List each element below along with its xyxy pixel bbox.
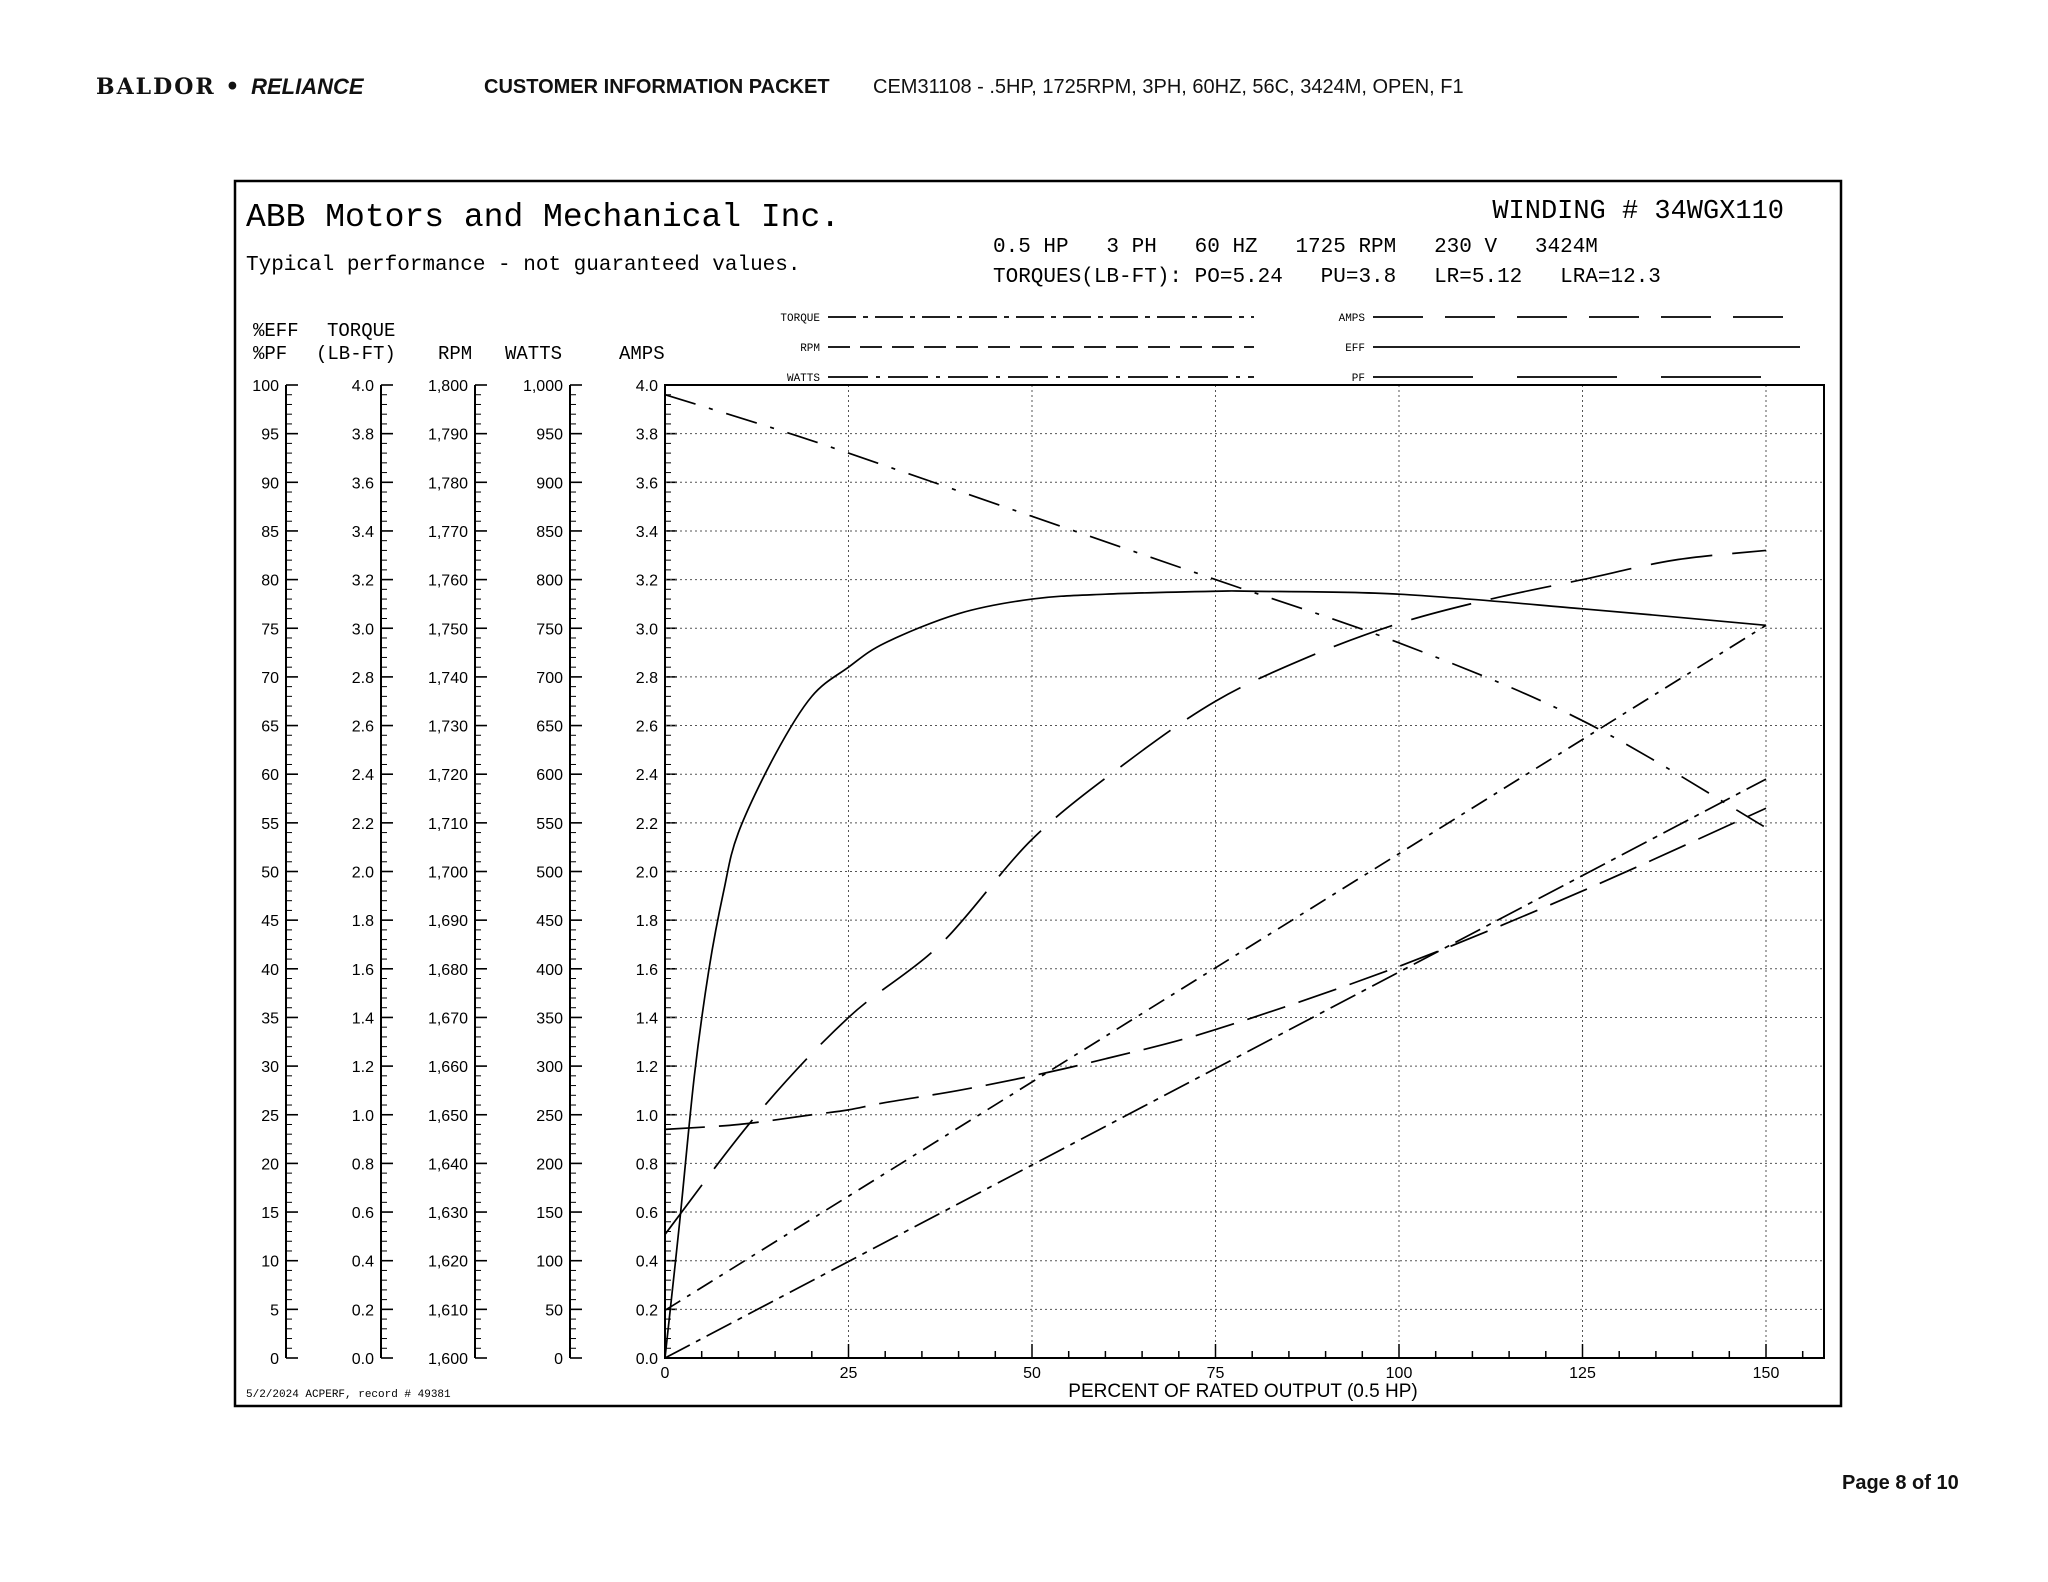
scale-label: 1,770 <box>427 523 468 541</box>
scale-label: 500 <box>536 864 563 882</box>
torque-axis-header: TORQUE <box>327 320 396 342</box>
rpm-axis-header: RPM <box>438 343 473 365</box>
motor-specs: 0.5 HP 3 PH 60 HZ 1725 RPM 230 V 3424M <box>993 236 1598 259</box>
scale-label: 900 <box>536 475 563 493</box>
scale-label: 0.2 <box>351 1302 374 1320</box>
scale-label: 1.6 <box>351 961 374 979</box>
scale-label: 1,750 <box>427 621 468 639</box>
scale-label: 3.0 <box>351 621 374 639</box>
scale-label: 1,630 <box>427 1205 468 1223</box>
scale-label: 0 <box>270 1351 279 1368</box>
scale-amps <box>636 378 677 1368</box>
scale-label: 1.8 <box>351 913 374 931</box>
x-axis-title: PERCENT OF RATED OUTPUT (0.5 HP) <box>1068 1381 1418 1402</box>
scale-label: 150 <box>536 1205 563 1223</box>
plot-grid <box>665 385 1824 1358</box>
scale-label: 800 <box>536 572 563 590</box>
scale-label: 0 <box>554 1351 563 1368</box>
scale-label: 25 <box>261 1107 279 1125</box>
scale-label: 0.8 <box>351 1156 374 1174</box>
torque-specs: TORQUES(LB-FT): PO=5.24 PU=3.8 LR=5.12 LRA=12.3 <box>993 266 1661 289</box>
scale-label: 2.8 <box>635 669 658 687</box>
scale-label: 2.8 <box>351 669 374 687</box>
scale-torque <box>352 378 393 1368</box>
scale-label: 75 <box>261 621 279 639</box>
scale-label: 4.0 <box>351 378 374 395</box>
scale-label: 2.4 <box>635 767 658 785</box>
scale-label: 2.0 <box>635 864 658 882</box>
scale-label: 1.0 <box>635 1107 658 1125</box>
scale-label: 20 <box>261 1156 279 1174</box>
chart-legend <box>780 313 1800 385</box>
scale-label: 50 <box>545 1302 563 1320</box>
scale-label: 1,800 <box>427 378 468 395</box>
series-watts-line <box>665 625 1766 1310</box>
scale-label: 2.6 <box>635 718 658 736</box>
value-scales <box>252 378 677 1368</box>
scale-label: 2.6 <box>351 718 374 736</box>
scale-label: 1,660 <box>427 1059 468 1077</box>
scale-label: 0.0 <box>351 1351 374 1368</box>
scale-label: 2.4 <box>351 767 374 785</box>
scale-label: 3.0 <box>635 621 658 639</box>
scale-label: 10 <box>261 1253 279 1271</box>
scale-label: 15 <box>261 1205 279 1223</box>
x-tick-label: 50 <box>1023 1365 1041 1382</box>
scale-label: 350 <box>536 1010 563 1028</box>
x-tick-label: 75 <box>1206 1365 1225 1382</box>
eff-axis-header: %EFF <box>253 320 299 342</box>
x-tick-label: 150 <box>1752 1365 1780 1382</box>
scale-label: 30 <box>261 1059 279 1077</box>
scale-label: 0.4 <box>351 1253 374 1271</box>
scale-label: 600 <box>536 767 563 785</box>
scale-label: 1,620 <box>427 1253 468 1271</box>
scale-label: 1.4 <box>635 1010 658 1028</box>
scale-label: 50 <box>261 864 279 882</box>
scale-label: 1,000 <box>522 378 563 395</box>
scale-label: 1.2 <box>635 1059 658 1077</box>
scale-label: 1.6 <box>635 961 658 979</box>
scale-label: 750 <box>536 621 563 639</box>
winding-number: WINDING # 34WGX110 <box>1492 197 1784 227</box>
scale-label: 65 <box>261 718 279 736</box>
scale-label: 3.2 <box>635 572 658 590</box>
scale-label: 1.2 <box>351 1059 374 1077</box>
scale-label: 1,710 <box>427 815 468 833</box>
watts-axis-header: WATTS <box>505 343 563 365</box>
scale-label: 2.0 <box>351 864 374 882</box>
legend-label-watts: WATTS <box>786 373 820 385</box>
scale-label: 1,680 <box>427 961 468 979</box>
scale-label: 35 <box>261 1010 279 1028</box>
scale-label: 100 <box>536 1253 563 1271</box>
scale-label: 0.2 <box>635 1302 658 1320</box>
scale-label: 85 <box>261 523 279 541</box>
scale-label: 2.2 <box>635 815 658 833</box>
scale-label: 650 <box>536 718 563 736</box>
scale-label: 1,690 <box>427 913 468 931</box>
scale-label: 3.8 <box>351 426 374 444</box>
pf-axis-header: %PF <box>253 343 288 365</box>
scale-label: 1.0 <box>351 1107 374 1125</box>
scale-label: 200 <box>536 1156 563 1174</box>
legend-label-pf: PF <box>1351 373 1365 385</box>
scale-label: 1,730 <box>427 718 468 736</box>
scale-label: 55 <box>261 815 279 833</box>
legend-label-rpm: RPM <box>800 343 820 355</box>
scale-label: 0.6 <box>351 1205 374 1223</box>
legend-label-eff: EFF <box>1345 343 1365 355</box>
scale-label: 45 <box>261 913 279 931</box>
scale-label: 100 <box>252 378 279 395</box>
scale-label: 90 <box>261 475 279 493</box>
scale-label: 0.8 <box>635 1156 658 1174</box>
scale-label: 950 <box>536 426 563 444</box>
legend-label-amps: AMPS <box>1338 313 1365 325</box>
brand-baldor: BALDOR <box>96 74 216 100</box>
brand-separator: • <box>225 74 242 100</box>
brand-reliance: RELIANCE <box>251 74 364 99</box>
scale-label: 1,790 <box>427 426 468 444</box>
scale-label: 3.2 <box>351 572 374 590</box>
record-stamp: 5/2/2024 ACPERF, record # 49381 <box>246 1389 451 1401</box>
scale-label: 450 <box>536 913 563 931</box>
scale-rpm <box>428 378 487 1368</box>
scale-label: 60 <box>261 767 279 785</box>
x-tick-label: 125 <box>1569 1365 1596 1382</box>
scale-label: 1,780 <box>427 475 468 493</box>
scale-label: 3.6 <box>351 475 374 493</box>
scale-label: 0.0 <box>635 1351 658 1368</box>
x-tick-label: 0 <box>660 1365 670 1382</box>
scale-label: 400 <box>536 961 563 979</box>
scale-label: 250 <box>536 1107 563 1125</box>
x-axis <box>661 1344 1803 1382</box>
scale-label: 1,760 <box>427 572 468 590</box>
torque-unit-header: (LB-FT) <box>316 343 396 365</box>
scale-label: 850 <box>536 523 563 541</box>
scale-label: 0.4 <box>635 1253 658 1271</box>
scale-label: 1,600 <box>427 1351 468 1368</box>
amps-axis-header: AMPS <box>619 343 665 365</box>
scale-label: 1,640 <box>427 1156 468 1174</box>
scale-eff_pf <box>252 378 298 1368</box>
scale-label: 80 <box>261 572 279 590</box>
legend-label-torque: TORQUE <box>780 313 820 325</box>
scale-label: 1.8 <box>635 913 658 931</box>
scale-label: 40 <box>261 961 279 979</box>
scale-label: 1,610 <box>427 1302 468 1320</box>
scale-label: 1.4 <box>351 1010 374 1028</box>
page-number: Page 8 of 10 <box>1842 1472 1959 1494</box>
scale-label: 1,720 <box>427 767 468 785</box>
scale-label: 700 <box>536 669 563 687</box>
scale-label: 5 <box>270 1302 279 1320</box>
model-description: CEM31108 - .5HP, 1725RPM, 3PH, 60HZ, 56C, 3424M, OPEN, F1 <box>873 76 1464 98</box>
scale-label: 3.8 <box>635 426 658 444</box>
scale-label: 0.6 <box>635 1205 658 1223</box>
scale-label: 3.6 <box>635 475 658 493</box>
scale-label: 2.2 <box>351 815 374 833</box>
scale-label: 300 <box>536 1059 563 1077</box>
plot-area <box>661 385 1824 1382</box>
scale-label: 550 <box>536 815 563 833</box>
scale-label: 1,650 <box>427 1107 468 1125</box>
scale-label: 1,670 <box>427 1010 468 1028</box>
scale-label: 1,700 <box>427 864 468 882</box>
scale-label: 4.0 <box>635 378 658 395</box>
packet-title: CUSTOMER INFORMATION PACKET <box>484 76 830 98</box>
x-tick-label: 25 <box>839 1365 858 1382</box>
company-name: ABB Motors and Mechanical Inc. <box>246 199 841 236</box>
scale-label: 95 <box>261 426 279 444</box>
scale-label: 3.4 <box>635 523 658 541</box>
scale-label: 70 <box>261 669 279 687</box>
scale-label: 3.4 <box>351 523 374 541</box>
x-tick-label: 100 <box>1385 1365 1413 1382</box>
scale-watts <box>523 378 582 1368</box>
scale-label: 1,740 <box>427 669 468 687</box>
disclaimer: Typical performance - not guaranteed values. <box>246 254 801 277</box>
